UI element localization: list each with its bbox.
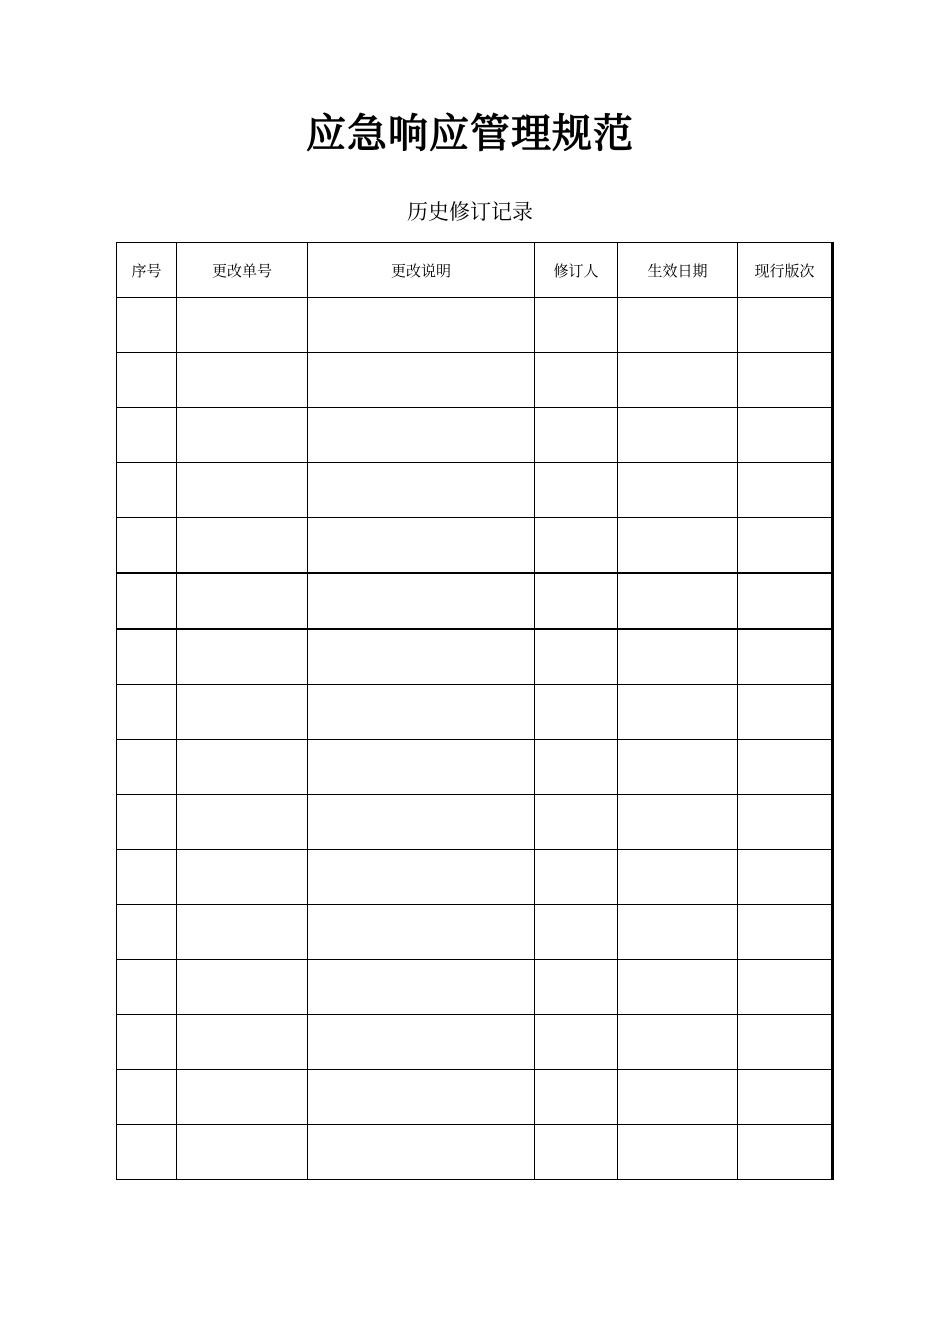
table-row: [117, 1125, 833, 1180]
cell-current-version: [738, 740, 833, 795]
cell-serial: [117, 795, 177, 850]
cell-change-description: [308, 685, 535, 740]
cell-effective-date: [618, 795, 738, 850]
cell-change-description: [308, 518, 535, 574]
cell-change-number: [177, 353, 308, 408]
revision-history-heading: 历史修订记录: [407, 200, 533, 224]
cell-reviser: [535, 518, 618, 574]
cell-reviser: [535, 573, 618, 629]
cell-reviser: [535, 905, 618, 960]
cell-change-description: [308, 960, 535, 1015]
cell-serial: [117, 408, 177, 463]
column-header-serial: 序号: [117, 243, 177, 298]
cell-effective-date: [618, 1015, 738, 1070]
cell-change-number: [177, 518, 308, 574]
cell-reviser: [535, 463, 618, 518]
cell-effective-date: [618, 740, 738, 795]
cell-effective-date: [618, 353, 738, 408]
cell-serial: [117, 629, 177, 685]
cell-serial: [117, 463, 177, 518]
cell-change-number: [177, 795, 308, 850]
cell-change-number: [177, 1015, 308, 1070]
cell-current-version: [738, 298, 833, 353]
table-row: [117, 1070, 833, 1125]
cell-change-number: [177, 850, 308, 905]
cell-change-description: [308, 905, 535, 960]
table-row: [117, 518, 833, 574]
table-row: [117, 353, 833, 408]
table-row: [117, 408, 833, 463]
cell-effective-date: [618, 850, 738, 905]
cell-reviser: [535, 1125, 618, 1180]
cell-change-description: [308, 795, 535, 850]
table-row: [117, 298, 833, 353]
cell-change-number: [177, 1125, 308, 1180]
cell-effective-date: [618, 960, 738, 1015]
cell-serial: [117, 1015, 177, 1070]
cell-current-version: [738, 905, 833, 960]
cell-effective-date: [618, 1125, 738, 1180]
cell-effective-date: [618, 573, 738, 629]
cell-serial: [117, 353, 177, 408]
cell-serial: [117, 1070, 177, 1125]
column-header-current-version: 现行版次: [738, 243, 833, 298]
cell-current-version: [738, 518, 833, 574]
cell-current-version: [738, 1070, 833, 1125]
table-row: [117, 629, 833, 685]
table-header-row: [117, 243, 833, 298]
cell-change-description: [308, 629, 535, 685]
cell-reviser: [535, 629, 618, 685]
cell-change-description: [308, 1015, 535, 1070]
cell-reviser: [535, 960, 618, 1015]
cell-current-version: [738, 685, 833, 740]
cell-change-number: [177, 960, 308, 1015]
cell-reviser: [535, 1070, 618, 1125]
cell-serial: [117, 573, 177, 629]
cell-effective-date: [618, 463, 738, 518]
table-row: [117, 740, 833, 795]
cell-effective-date: [618, 629, 738, 685]
cell-serial: [117, 298, 177, 353]
cell-serial: [117, 740, 177, 795]
cell-current-version: [738, 1125, 833, 1180]
cell-current-version: [738, 1015, 833, 1070]
cell-effective-date: [618, 685, 738, 740]
revision-history-table: [116, 242, 834, 1180]
table-row: [117, 905, 833, 960]
column-header-change-number: 更改单号: [177, 243, 308, 298]
cell-reviser: [535, 1015, 618, 1070]
cell-current-version: [738, 795, 833, 850]
cell-change-number: [177, 1070, 308, 1125]
cell-change-number: [177, 463, 308, 518]
table-row: [117, 850, 833, 905]
cell-reviser: [535, 850, 618, 905]
cell-current-version: [738, 573, 833, 629]
cell-reviser: [535, 408, 618, 463]
column-header-change-description: 更改说明: [308, 243, 535, 298]
cell-change-description: [308, 353, 535, 408]
cell-change-number: [177, 298, 308, 353]
cell-serial: [117, 1125, 177, 1180]
cell-change-number: [177, 685, 308, 740]
cell-change-description: [308, 1070, 535, 1125]
table-row: [117, 960, 833, 1015]
cell-serial: [117, 850, 177, 905]
cell-reviser: [535, 353, 618, 408]
cell-current-version: [738, 850, 833, 905]
cell-effective-date: [618, 298, 738, 353]
cell-change-description: [308, 408, 535, 463]
cell-effective-date: [618, 1070, 738, 1125]
cell-serial: [117, 960, 177, 1015]
table-row: [117, 795, 833, 850]
cell-change-number: [177, 408, 308, 463]
cell-change-description: [308, 1125, 535, 1180]
cell-effective-date: [618, 905, 738, 960]
cell-change-description: [308, 573, 535, 629]
cell-effective-date: [618, 518, 738, 574]
cell-effective-date: [618, 408, 738, 463]
revision-table-body: [117, 298, 833, 1180]
cell-current-version: [738, 960, 833, 1015]
cell-serial: [117, 685, 177, 740]
cell-reviser: [535, 298, 618, 353]
cell-change-description: [308, 740, 535, 795]
cell-reviser: [535, 740, 618, 795]
cell-serial: [117, 905, 177, 960]
cell-change-description: [308, 463, 535, 518]
cell-change-number: [177, 629, 308, 685]
cell-change-description: [308, 850, 535, 905]
cell-current-version: [738, 408, 833, 463]
cell-reviser: [535, 795, 618, 850]
cell-reviser: [535, 685, 618, 740]
table-row: [117, 1015, 833, 1070]
cell-change-description: [308, 298, 535, 353]
table-row: [117, 573, 833, 629]
cell-change-number: [177, 905, 308, 960]
cell-current-version: [738, 353, 833, 408]
table-row: [117, 463, 833, 518]
column-header-effective-date: 生效日期: [618, 243, 738, 298]
cell-serial: [117, 518, 177, 574]
cell-change-number: [177, 573, 308, 629]
document-title: 应急响应管理规范: [306, 111, 634, 157]
cell-current-version: [738, 463, 833, 518]
cell-current-version: [738, 629, 833, 685]
column-header-reviser: 修订人: [535, 243, 618, 298]
table-row: [117, 685, 833, 740]
cell-change-number: [177, 740, 308, 795]
